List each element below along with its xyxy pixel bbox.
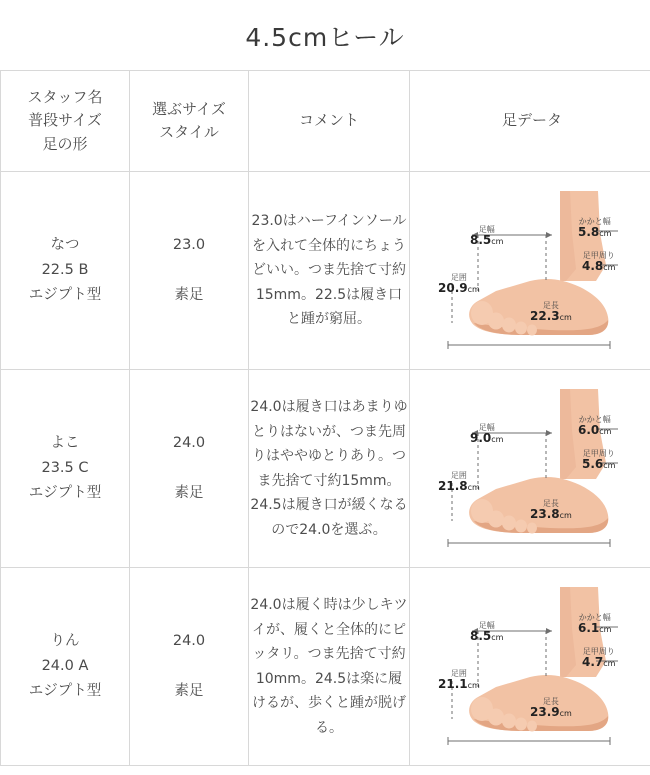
measure-length bbox=[530, 301, 572, 324]
measure-length-value: 23.8cm bbox=[530, 507, 572, 522]
comment-cell: 23.0はハーフインソールを入れて全体的にちょうどいい。つま先捨て寸約15mm。22.5は履き口と踵が窮屈。 bbox=[249, 172, 410, 370]
header-foot-data-line-1: 足データ bbox=[501, 111, 562, 130]
pick-style: 素足 bbox=[174, 286, 204, 303]
header-pick-line-1: 選ぶサイズ bbox=[152, 99, 226, 118]
measure-girth bbox=[438, 471, 480, 494]
measure-foot-width-label: 足幅 bbox=[478, 423, 495, 432]
staff-usual-size: 23.5 C bbox=[41, 459, 89, 476]
measure-girth-label: 足囲 bbox=[450, 471, 467, 480]
header-comment bbox=[249, 71, 410, 172]
measure-instep bbox=[582, 449, 615, 472]
size-table bbox=[0, 70, 650, 766]
measure-girth bbox=[438, 669, 480, 692]
measure-girth-value: 21.1cm bbox=[438, 677, 480, 692]
measure-foot-width bbox=[470, 225, 503, 248]
measure-foot-width-value: 9.0cm bbox=[470, 431, 504, 446]
pick-style: 素足 bbox=[174, 484, 204, 501]
measure-heel-width bbox=[578, 217, 611, 240]
staff-name: よこ bbox=[50, 434, 80, 451]
measure-heel-width-label: かかと幅 bbox=[578, 613, 611, 622]
staff-name: なつ bbox=[50, 236, 80, 253]
pick-size: 24.0 bbox=[172, 435, 206, 452]
measure-foot-width-label: 足幅 bbox=[478, 621, 495, 630]
measure-length-label: 足長 bbox=[542, 697, 559, 706]
pick-size-cell bbox=[130, 172, 249, 370]
comment-cell: 24.0は履く時は少しキツイが、履くと全体的にピッタリ。つま先捨て寸約10mm。24.5は楽に履けるが、歩くと踵が脱げる。 bbox=[249, 568, 410, 766]
header-pick-size bbox=[130, 71, 249, 172]
table-header bbox=[1, 71, 650, 172]
staff-usual-size: 24.0 A bbox=[41, 657, 89, 674]
measure-girth-value: 20.9cm bbox=[438, 281, 480, 296]
foot-data-cell bbox=[410, 370, 650, 568]
measure-girth-label: 足囲 bbox=[450, 273, 467, 282]
table-row bbox=[1, 172, 650, 370]
header-pick-line-2: スタイル bbox=[159, 123, 219, 141]
measure-instep bbox=[582, 647, 615, 670]
pick-size: 24.0 bbox=[172, 633, 206, 650]
measure-instep-value: 4.8cm bbox=[582, 259, 616, 274]
measure-heel-width-value: 6.0cm bbox=[578, 423, 612, 438]
measure-instep-label: 足甲周り bbox=[582, 647, 615, 656]
foot-data-cell bbox=[410, 568, 650, 766]
measure-foot-width bbox=[470, 621, 503, 644]
measure-length-label: 足長 bbox=[542, 499, 559, 508]
staff-usual-size: 22.5 B bbox=[41, 261, 89, 278]
staff-name: りん bbox=[50, 632, 80, 649]
measure-instep-value: 5.6cm bbox=[582, 457, 616, 472]
pick-size: 23.0 bbox=[172, 237, 206, 254]
measure-length-value: 22.3cm bbox=[530, 309, 572, 324]
staff-cell bbox=[1, 172, 130, 370]
measure-foot-width-label: 足幅 bbox=[478, 225, 495, 234]
measure-foot-width-value: 8.5cm bbox=[470, 629, 504, 644]
staff-foot-shape: エジプト型 bbox=[28, 485, 102, 502]
pick-size-cell bbox=[130, 370, 249, 568]
staff-cell bbox=[1, 568, 130, 766]
measure-heel-width-value: 5.8cm bbox=[578, 225, 612, 240]
measure-heel-width-label: かかと幅 bbox=[578, 217, 611, 226]
table-row bbox=[1, 370, 650, 568]
measure-instep bbox=[582, 251, 615, 274]
measure-instep-label: 足甲周り bbox=[582, 251, 615, 260]
measure-instep-value: 4.7cm bbox=[582, 655, 616, 670]
measure-heel-width-label: かかと幅 bbox=[578, 415, 611, 424]
measure-foot-width-value: 8.5cm bbox=[470, 233, 504, 248]
measure-girth-value: 21.8cm bbox=[438, 479, 480, 494]
header-staff bbox=[1, 71, 130, 172]
header-comment-line-1: コメント bbox=[298, 111, 359, 130]
measure-foot-width bbox=[470, 423, 503, 446]
page-title: 4.5cmヒール bbox=[245, 23, 405, 52]
table-row bbox=[1, 568, 650, 766]
foot-diagram bbox=[410, 173, 650, 368]
measure-girth bbox=[438, 273, 480, 296]
comment-cell: 24.0は履き口はあまりゆとりはないが、つま先周りはややゆとりあり。つま先捨て寸約15mm。24.5は履き口が緩くなるので24.0を選ぶ。 bbox=[249, 370, 410, 568]
table-body bbox=[1, 172, 650, 766]
pick-size-cell bbox=[130, 568, 249, 766]
measure-girth-label: 足囲 bbox=[450, 669, 467, 678]
foot-diagram bbox=[410, 371, 650, 566]
measure-instep-label: 足甲周り bbox=[582, 449, 615, 458]
header-row bbox=[1, 71, 650, 172]
measure-length bbox=[530, 697, 572, 720]
foot-diagram bbox=[410, 569, 650, 764]
measure-heel-width-value: 6.1cm bbox=[578, 621, 612, 636]
measure-heel-width bbox=[578, 613, 611, 636]
staff-foot-shape: エジプト型 bbox=[28, 683, 102, 700]
pick-style: 素足 bbox=[174, 682, 204, 699]
measure-length bbox=[530, 499, 572, 522]
measure-length-value: 23.9cm bbox=[530, 705, 572, 720]
header-staff-line-2: 普段サイズ bbox=[28, 111, 102, 130]
header-foot-data bbox=[410, 71, 650, 172]
measure-length-label: 足長 bbox=[542, 301, 559, 310]
header-staff-line-1: スタッフ名 bbox=[27, 88, 103, 107]
staff-foot-shape: エジプト型 bbox=[28, 287, 102, 304]
header-staff-line-3: 足の形 bbox=[42, 134, 88, 153]
foot-data-cell bbox=[410, 172, 650, 370]
staff-cell bbox=[1, 370, 130, 568]
measure-heel-width bbox=[578, 415, 611, 438]
